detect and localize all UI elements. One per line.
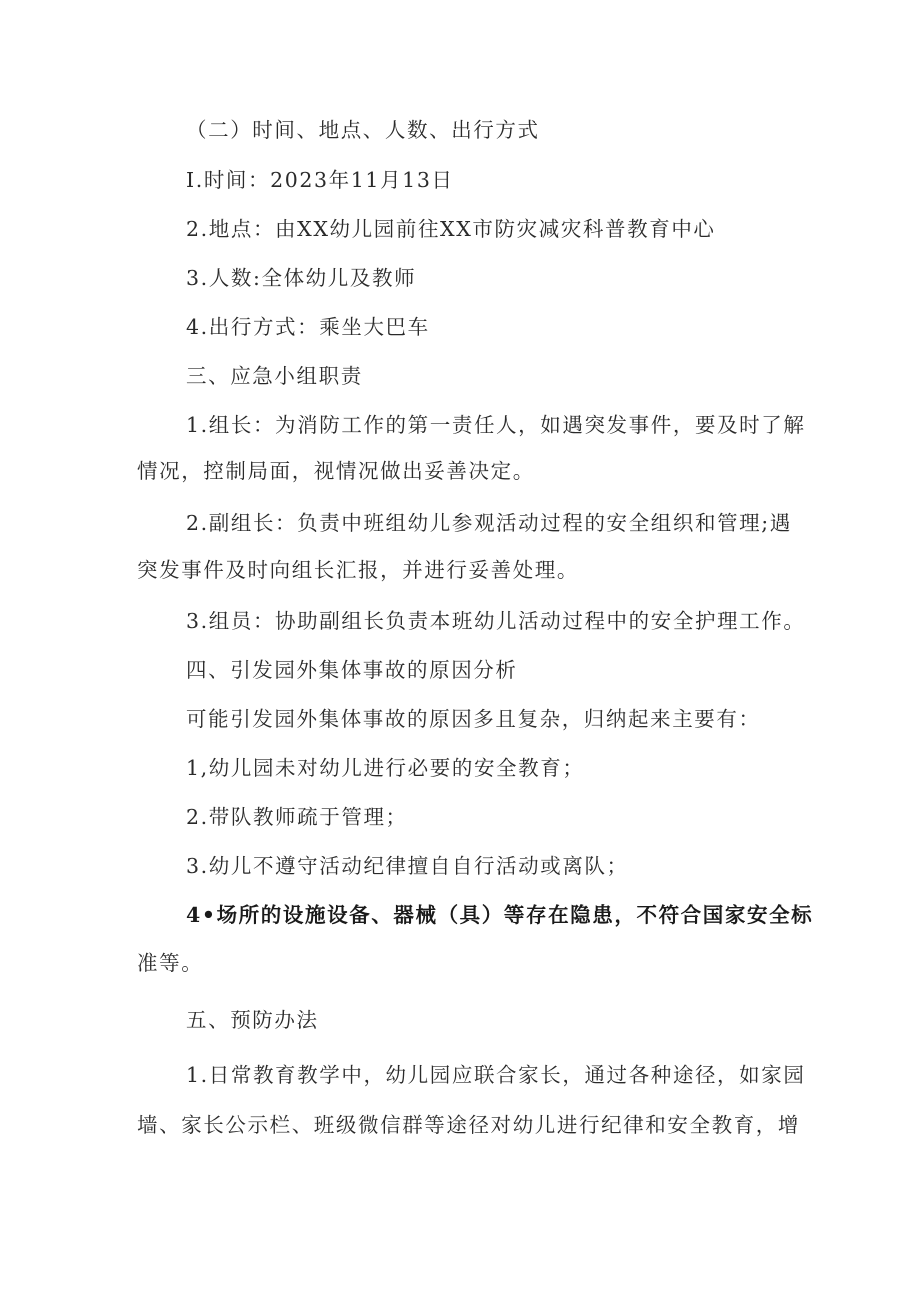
item-place: 2.地点：由XX幼儿园前往XX市防灾减灾科普教育中心 [186,217,716,241]
cause-item-4-line2: 准等。 [137,951,204,975]
section-heading-cause-analysis: 四、引发园外集体事故的原因分析 [186,658,518,682]
item-headcount: 3.人数:全体幼儿及教师 [186,266,417,290]
item-member: 3.组员：协助副组长负责本班幼儿活动过程中的安全护理工作。 [186,609,806,633]
cause-item-2: 2.带队教师疏于管理； [186,805,408,829]
cause-item-1: 1,幼儿园未对幼儿进行必要的安全教育； [186,756,585,780]
item-deputy-line2: 突发事件及时向组长汇报，并进行妥善处理。 [137,558,579,582]
cause-item-3: 3.幼儿不遵守活动纪律擅自自行活动或离队； [186,854,629,878]
prevention-item-1-line1: 1.日常教育教学中，幼儿园应联合家长，通过各种途径，如家园 [186,1063,806,1087]
item-leader-line2: 情况，控制局面，视情况做出妥善决定。 [137,459,535,483]
section-heading-prevention: 五、预防办法 [186,1008,319,1032]
cause-intro: 可能引发园外集体事故的原因多且复杂，归纳起来主要有： [186,707,761,731]
cause-item-4-line1: 4•场所的设施设备、器械（具）等存在隐患，不符合国家安全标 [186,903,814,927]
subheading-time-place: （二）时间、地点、人数、出行方式 [186,118,540,142]
item-travel-mode: 4.出行方式：乘坐大巴车 [186,315,430,339]
item-deputy-line1: 2.副组长：负责中班组幼儿参观活动过程的安全组织和管理;遇 [186,511,792,535]
prevention-item-1-line2: 墙、家长公示栏、班级微信群等途径对幼儿进行纪律和安全教育，增 [137,1113,800,1137]
item-time: I.时间：2023年11月13日 [186,168,454,192]
section-heading-emergency-team: 三、应急小组职责 [186,364,363,388]
item-leader-line1: 1.组长：为消防工作的第一责任人，如遇突发事件，要及时了解 [186,413,806,437]
